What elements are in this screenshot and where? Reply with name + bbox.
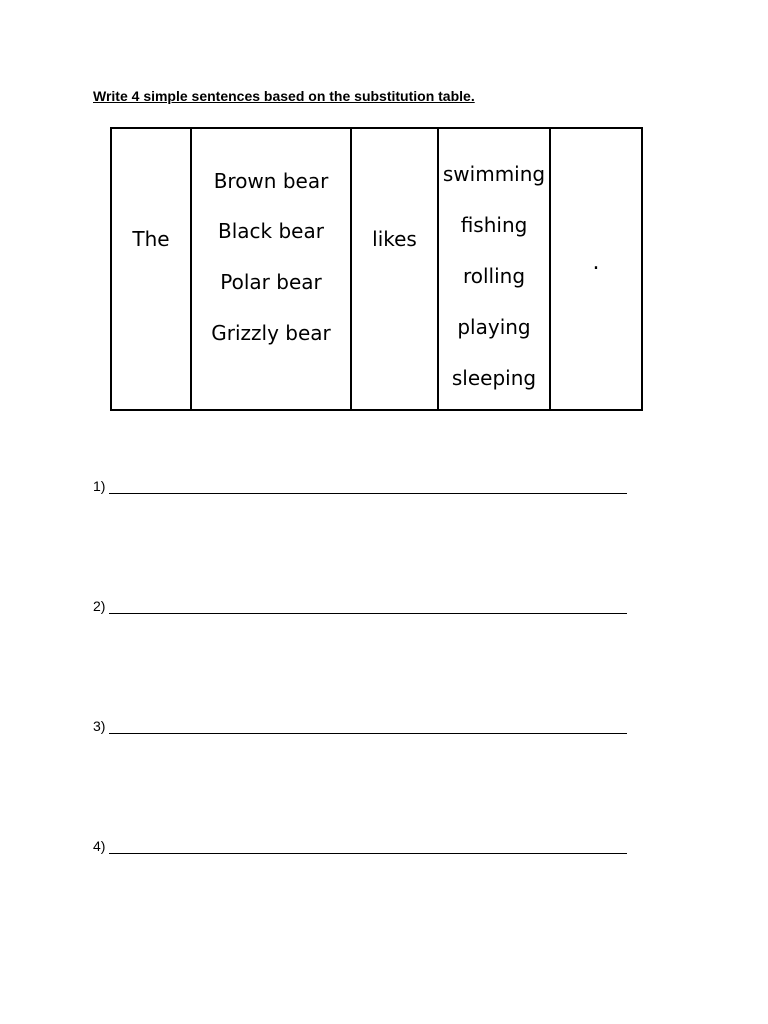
determiner-word: The [132,227,170,251]
activity-column [439,129,551,409]
answer-number: 4) [93,838,106,854]
period-mark: . [592,250,600,275]
substitution-table [110,127,643,411]
activity-option: rolling [462,264,526,288]
answer-line-3[interactable] [93,718,627,734]
activity-option: swimming [442,162,546,186]
activity-option: playing [457,315,531,339]
subject-option: Polar bear [220,270,322,294]
answer-number: 3) [93,718,106,734]
subject-option: Black bear [218,219,324,243]
answer-line-1[interactable] [93,478,627,494]
subject-option: Brown bear [213,169,329,193]
verb-column [352,129,439,409]
determiner-column [112,129,192,409]
writing-line[interactable] [109,479,627,494]
writing-line[interactable] [109,839,627,854]
subject-option: Grizzly bear [211,321,331,345]
verb-word: likes [372,227,417,251]
subject-column [192,129,352,409]
activity-option: sleeping [451,366,537,390]
worksheet-instruction: Write 4 simple sentences based on the substitution table. [93,88,475,104]
answer-number: 1) [93,478,106,494]
writing-line[interactable] [109,719,627,734]
punctuation-column [551,129,641,409]
writing-line[interactable] [109,599,627,614]
activity-option: fishing [460,213,528,237]
answer-line-2[interactable] [93,598,627,614]
answer-line-4[interactable] [93,838,627,854]
answer-number: 2) [93,598,106,614]
